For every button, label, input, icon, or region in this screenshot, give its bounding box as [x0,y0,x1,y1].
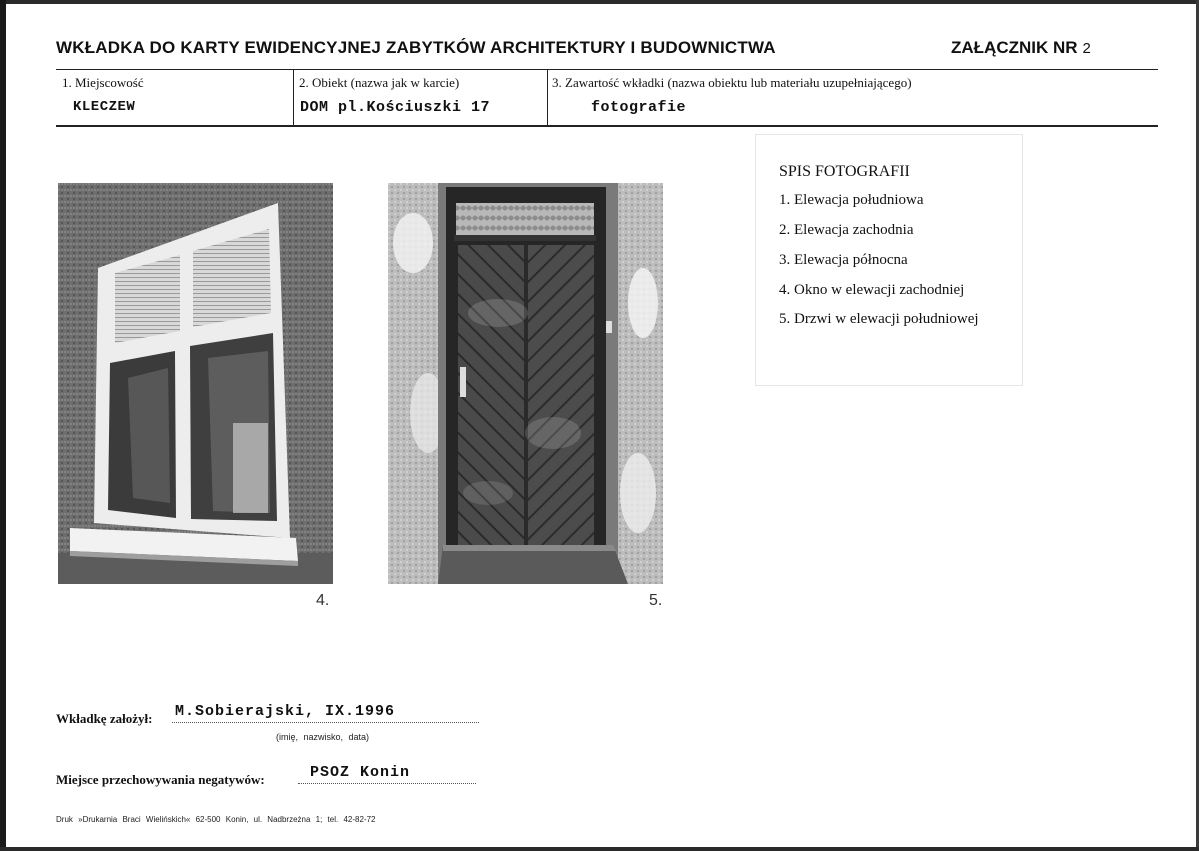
header-bottom-rule [56,125,1158,127]
scan-border-left [0,0,6,851]
photo-list-title: SPIS FOTOGRAFII [779,163,910,180]
created-by-hint: (imię, nazwisko, data) [276,732,370,742]
created-by-label: Wkładkę założył: [56,711,153,726]
negatives-value: PSOZ Konin [310,764,411,781]
object-label: 2. Obiekt (nazwa jak w karcie) [299,75,460,90]
annex-label [951,38,1091,58]
header-divider-2 [547,70,548,125]
object-value: DOM pl.Kościuszki 17 [300,99,491,116]
locality-value: KLECZEW [73,99,136,115]
locality-label: 1. Miejscowość [62,75,144,90]
photo-list-box [755,134,1023,386]
photo-list-item: 5. Drzwi w elewacji południowej [779,311,979,327]
photo-list-item: 1. Elewacja południowa [779,192,924,208]
scan-border-top [0,0,1199,4]
document-title: WKŁADKA DO KARTY EWIDENCYJNEJ ZABYTKÓW ARCHITEKTURY I BUDOWNICTWA [56,38,776,57]
content-value: fotografie [591,99,687,116]
header-divider-1 [293,70,294,125]
photo-list-item: 2. Elewacja zachodnia [779,222,914,238]
annex-number: 2 [1082,40,1091,57]
scan-border-bottom [0,847,1199,851]
annex-label-text: ZAŁĄCZNIK NR [951,38,1078,57]
photo-window [58,183,333,584]
created-by-value: M.Sobierajski, IX.1996 [175,703,396,720]
created-by-dotted-line [172,722,479,723]
header-top-rule [56,69,1158,70]
photo-list-item: 4. Okno w elewacji zachodniej [779,282,965,298]
printer-footer: Druk »Drukarnia Braci Wielińskich« 62-500 Konin, ul. Nadbrzeżna 1; tel. 42-82-72 [56,815,376,824]
negatives-dotted-line [298,783,476,784]
photo-list-item: 3. Elewacja północna [779,252,908,268]
negatives-label: Miejsce przechowywania negatywów: [56,772,265,787]
photo-door [388,183,663,584]
content-label: 3. Zawartość wkładki (nazwa obiektu lub materiału uzupełniającego) [552,75,912,90]
photo-door-number: 5. [649,592,663,609]
photo-window-number: 4. [316,592,330,609]
